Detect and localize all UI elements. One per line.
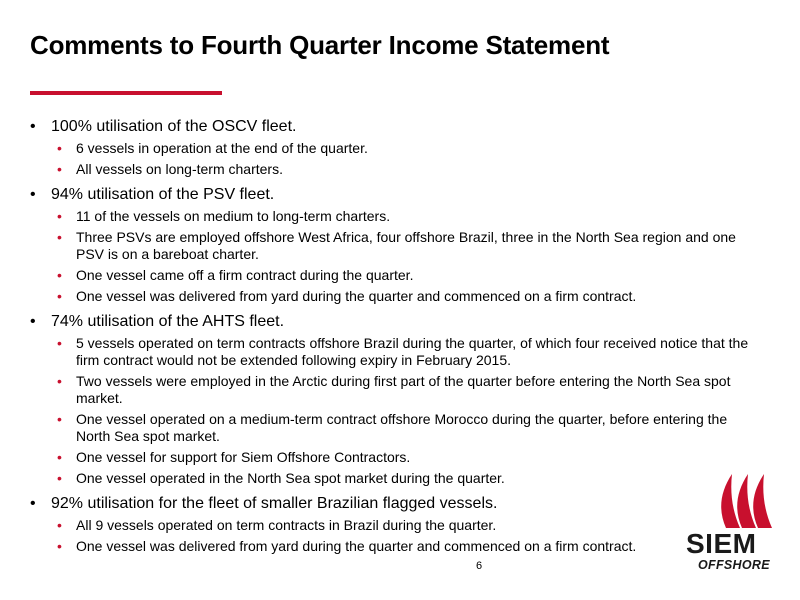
sub-bullet-item — [30, 411, 750, 445]
sub-bullet-text: Two vessels were employed in the Arctic during first part of the quarter before entering the North Sea spot market. — [76, 373, 731, 406]
section-brazilian-fleet — [30, 493, 750, 555]
sub-bullet-item — [30, 161, 750, 178]
sub-bullet-item — [30, 335, 750, 369]
sub-bullet-item — [30, 140, 750, 157]
bullet-icon: • — [30, 186, 36, 203]
sub-bullet-item — [30, 470, 750, 487]
sub-bullet-text: All 9 vessels operated on term contracts in Brazil during the quarter. — [76, 517, 497, 533]
siem-offshore-logo — [680, 470, 790, 590]
bullet-icon: • — [57, 140, 62, 156]
sub-bullet-text: Three PSVs are employed offshore West Africa, four offshore Brazil, three in the North Sea region and one PSV is on a bareboat charter. — [76, 229, 736, 262]
sub-bullet-item — [30, 267, 750, 284]
bullet-icon: • — [57, 288, 62, 304]
bullet-icon: • — [57, 208, 62, 224]
bullet-icon: • — [57, 161, 62, 177]
bullet-icon: • — [57, 411, 62, 427]
section-ahts — [30, 311, 750, 487]
bullet-icon: • — [57, 335, 62, 351]
bullet-icon: • — [57, 373, 62, 389]
sub-bullet-item — [30, 538, 750, 555]
bullet-icon: • — [30, 118, 36, 135]
bullet-icon: • — [30, 313, 36, 330]
sub-bullet-text: 5 vessels operated on term contracts offshore Brazil during the quarter, of which four received notice that the firm contract would not be extended following expiry in February 2015. — [76, 335, 749, 368]
sub-bullet-text: One vessel operated in the North Sea spot market during the quarter. — [76, 470, 505, 486]
sub-bullet-item — [30, 208, 750, 225]
sub-bullet-item — [30, 373, 750, 407]
bullet-icon: • — [57, 267, 62, 283]
sub-bullet-text: One vessel was delivered from yard during the quarter and commenced on a firm contract. — [76, 288, 637, 304]
bullet-list — [30, 116, 750, 561]
bullet-icon: • — [57, 538, 62, 554]
bullet-icon: • — [57, 229, 62, 245]
sub-bullet-text: 6 vessels in operation at the end of the quarter. — [76, 140, 368, 156]
sub-bullet-item — [30, 517, 750, 534]
bullet-text: 74% utilisation of the AHTS fleet. — [51, 313, 285, 330]
bullet-text: 100% utilisation of the OSCV fleet. — [51, 118, 297, 135]
section-psv — [30, 184, 750, 305]
bullet-text: 94% utilisation of the PSV fleet. — [51, 186, 275, 203]
bullet-item — [30, 493, 750, 514]
bullet-item — [30, 116, 750, 137]
bullet-item — [30, 311, 750, 332]
bullet-text: 92% utilisation for the fleet of smaller Brazilian flagged vessels. — [51, 495, 498, 512]
sub-bullet-item — [30, 449, 750, 466]
bullet-icon: • — [30, 495, 36, 512]
bullet-icon: • — [57, 517, 62, 533]
title-underline — [30, 91, 222, 95]
page-title: Comments to Fourth Quarter Income Statement — [30, 30, 610, 60]
section-oscv — [30, 116, 750, 178]
sub-bullet-item — [30, 229, 750, 263]
sub-bullet-text: One vessel for support for Siem Offshore Contractors. — [76, 449, 411, 465]
sub-bullet-text: One vessel was delivered from yard during the quarter and commenced on a firm contract. — [76, 538, 637, 554]
sub-bullet-text: One vessel came off a firm contract during the quarter. — [76, 267, 414, 283]
bullet-icon: • — [57, 449, 62, 465]
sub-bullet-text: 11 of the vessels on medium to long-term charters. — [76, 208, 391, 224]
sub-bullet-text: All vessels on long-term charters. — [76, 161, 283, 177]
logo-sub-text: OFFSHORE — [698, 558, 770, 572]
page-number: 6 — [476, 560, 483, 572]
sub-bullet-text: One vessel operated on a medium-term contract offshore Morocco during the quarter, before entering the North Sea spot market. — [76, 411, 728, 444]
logo-brand-text: SIEM — [686, 528, 757, 559]
sub-bullet-item — [30, 288, 750, 305]
bullet-icon: • — [57, 470, 62, 486]
bullet-item — [30, 184, 750, 205]
sail-logo-icon — [718, 470, 784, 530]
